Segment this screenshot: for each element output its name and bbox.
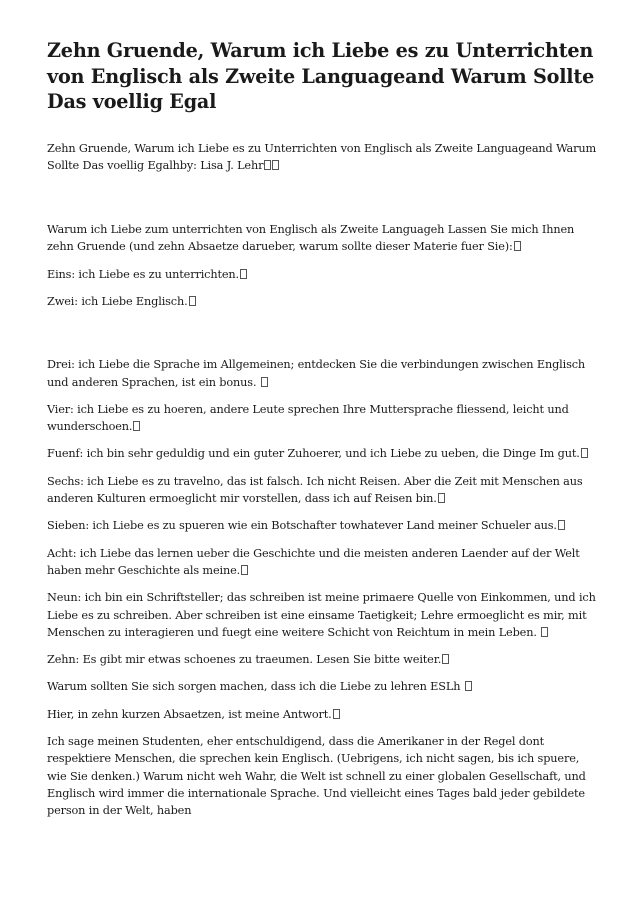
paragraph-answer bbox=[47, 706, 599, 723]
paragraph-students bbox=[47, 733, 599, 819]
paragraph-four bbox=[47, 401, 599, 436]
paragraph-text: Sieben: ich Liebe es zu spueren wie ein Botschafter towhatever Land meiner Schueler aus. bbox=[47, 519, 557, 533]
paragraph-three bbox=[47, 356, 599, 391]
missing-glyph-icon bbox=[189, 296, 196, 306]
missing-glyph-icon bbox=[264, 160, 271, 170]
paragraph-text: Fuenf: ich bin sehr geduldig und ein guter Zuhoerer, und ich Liebe zu ueben, die Dinge Im gut. bbox=[47, 447, 580, 461]
missing-glyph-icon bbox=[442, 654, 449, 664]
paragraph-text: Acht: ich Liebe das lernen ueber die Geschichte und die meisten anderen Laender auf der Welt haben mehr Geschichte als meine. bbox=[47, 546, 580, 577]
missing-glyph-icon bbox=[333, 709, 340, 719]
paragraph-one bbox=[47, 266, 599, 283]
document-byline bbox=[47, 140, 599, 175]
paragraph-text: Vier: ich Liebe es zu hoeren, andere Leute sprechen Ihre Muttersprache fliessend, leicht und wunderschoen. bbox=[47, 402, 569, 434]
missing-glyph-icon bbox=[133, 421, 140, 431]
paragraph-text: Ich sage meinen Studenten, eher entschuldigend, dass die Amerikaner in der Regel dont respektiere Menschen, die sprechen kein Englisch. (Uebrigens, ich nicht sagen, bis ich spuere, wie Sie denken.) Warum nicht weh Wahr, die Welt ist schnell zu einer globalen Gesellschaft, und Englisch wird immer die internationale Sprache. Und vielleicht eines Tages bald jeder gebildete person in der Welt, haben bbox=[47, 735, 586, 818]
missing-glyph-icon bbox=[558, 520, 565, 530]
paragraph-why-care bbox=[47, 678, 599, 695]
paragraph-seven bbox=[47, 517, 599, 534]
paragraph-text: Zehn: Es gibt mir etwas schoenes zu traeumen. Lesen Sie bitte weiter. bbox=[47, 653, 442, 667]
missing-glyph-icon bbox=[272, 160, 279, 170]
missing-glyph-icon bbox=[541, 627, 548, 637]
paragraph-six bbox=[47, 473, 599, 508]
paragraph-text: Eins: ich Liebe es zu unterrichten. bbox=[47, 267, 239, 281]
missing-glyph-icon bbox=[514, 241, 521, 251]
paragraph-text: Zwei: ich Liebe Englisch. bbox=[47, 294, 188, 308]
paragraph-five bbox=[47, 445, 599, 462]
missing-glyph-icon bbox=[465, 681, 472, 691]
missing-glyph-icon bbox=[261, 377, 268, 387]
paragraph-text: Neun: ich bin ein Schriftsteller; das schreiben ist meine primaere Quelle von Einkommen, und ich Liebe es zu schreiben. Aber schreiben ist eine einsame Taetigkeit; Lehre ermoeglicht es mir, mit Menschen zu interagieren und fuegt eine weitere Schicht von Reichtum in mein Leben. bbox=[47, 591, 596, 639]
missing-glyph-icon bbox=[241, 565, 248, 575]
paragraph-text: Warum sollten Sie sich sorgen machen, dass ich die Liebe zu lehren ESLh bbox=[47, 680, 464, 694]
paragraph-eight bbox=[47, 545, 599, 580]
missing-glyph-icon bbox=[240, 269, 247, 279]
byline-text: Zehn Gruende, Warum ich Liebe es zu Unterrichten von Englisch als Zweite Languageand Warum Sollte Das voellig Egalhby: Lisa J. Lehr bbox=[47, 141, 597, 172]
paragraph-nine bbox=[47, 589, 599, 641]
paragraph-text: Warum ich Liebe zum unterrichten von Englisch als Zweite Languageh Lassen Sie mich Ihnen zehn Gruende (und zehn Absaetze darueber, warum sollte dieser Materie fuer Sie): bbox=[47, 223, 575, 254]
paragraph-ten bbox=[47, 651, 599, 668]
missing-glyph-icon bbox=[438, 493, 445, 503]
paragraph-two bbox=[47, 293, 599, 310]
document-page bbox=[47, 38, 599, 820]
paragraph-text: Hier, in zehn kurzen Absaetzen, ist meine Antwort. bbox=[47, 707, 332, 721]
paragraph-intro bbox=[47, 221, 599, 256]
missing-glyph-icon bbox=[581, 448, 588, 458]
paragraph-text: Drei: ich Liebe die Sprache im Allgemeinen; entdecken Sie die verbindungen zwischen Englisch und anderen Sprachen, ist ein bonus. bbox=[47, 358, 586, 389]
paragraph-text: Sechs: ich Liebe es zu travelno, das ist falsch. Ich nicht Reisen. Aber die Zeit mit Menschen aus anderen Kulturen ermoeglicht mir vorstellen, dass ich auf Reisen bin. bbox=[47, 474, 583, 506]
document-title: Zehn Gruende, Warum ich Liebe es zu Unterrichten von Englisch als Zweite Languageand Warum Sollte Das voellig Egal bbox=[47, 39, 595, 113]
